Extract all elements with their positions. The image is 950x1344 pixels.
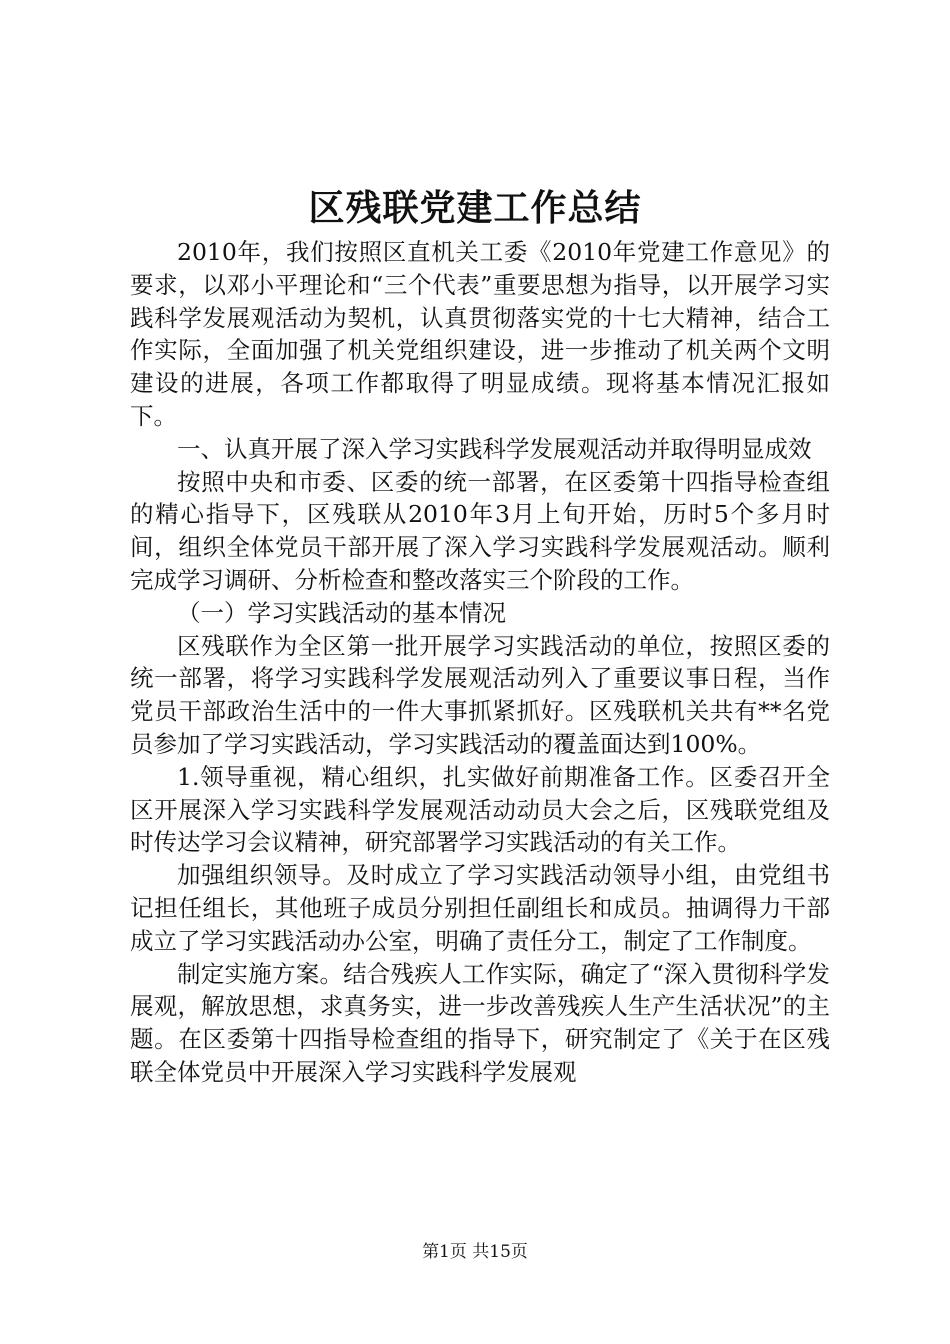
paragraph-leadership: 1.领导重视，精心组织，扎实做好前期准备工作。区委召开全区开展深入学习实践科学发展观活动动员大会之后，区残联党组及时传达学习会议精神，研究部署学习实践活动的有关工作。 bbox=[130, 762, 830, 857]
section-heading-1: 一、认真开展了深入学习实践科学发展观活动并取得明显成效 bbox=[177, 434, 812, 463]
document-body bbox=[130, 236, 830, 1089]
paragraph-plan: 制定实施方案。结合残疾人工作实际，确定了“深入贯彻科学发展观，解放思想，求真务实，进一步改善残疾人生产生活状况”的主题。在区委第十四指导检查组的指导下，研究制定了《关于在区残联全体党员中开展深入学习实践科学发展观 bbox=[130, 959, 830, 1086]
paragraph-deployment: 按照中央和市委、区委的统一部署，在区委第十四指导检查组的精心指导下，区残联从2010年3月上旬开始，历时5个多月时间，组织全体党员干部开展了深入学习实践科学发展观活动。顺利完成学习调研、分析检查和整改落实三个阶段的工作。 bbox=[130, 467, 830, 594]
paragraph-intro: 2010年，我们按照区直机关工委《2010年党建工作意见》的要求，以邓小平理论和“三个代表”重要思想为指导，以开展学习实践科学发展观活动为契机，认真贯彻落实党的十七大精神，结合工作实际，全面加强了机关党组织建设，进一步推动了机关两个文明建设的进展，各项工作都取得了明显成绩。现将基本情况汇报如下。 bbox=[130, 238, 830, 430]
paragraph-basic-situation: 区残联作为全区第一批开展学习实践活动的单位，按照区委的统一部署，将学习实践科学发展观活动列入了重要议事日程，当作党员干部政治生活中的一件大事抓紧抓好。区残联机关共有**名党员参加了学习实践活动，学习实践活动的覆盖面达到100%。 bbox=[130, 631, 830, 758]
paragraph-organization: 加强组织领导。及时成立了学习实践活动领导小组，由党组书记担任组长，其他班子成员分别担任副组长和成员。抽调得力干部成立了学习实践活动办公室，明确了责任分工，制定了工作制度。 bbox=[130, 861, 830, 955]
document-title: 区残联党建工作总结 bbox=[308, 187, 642, 229]
page-footer: 第1页 共15页 bbox=[422, 1242, 528, 1262]
subsection-heading-1: （一）学习实践活动的基本情况 bbox=[177, 598, 506, 627]
